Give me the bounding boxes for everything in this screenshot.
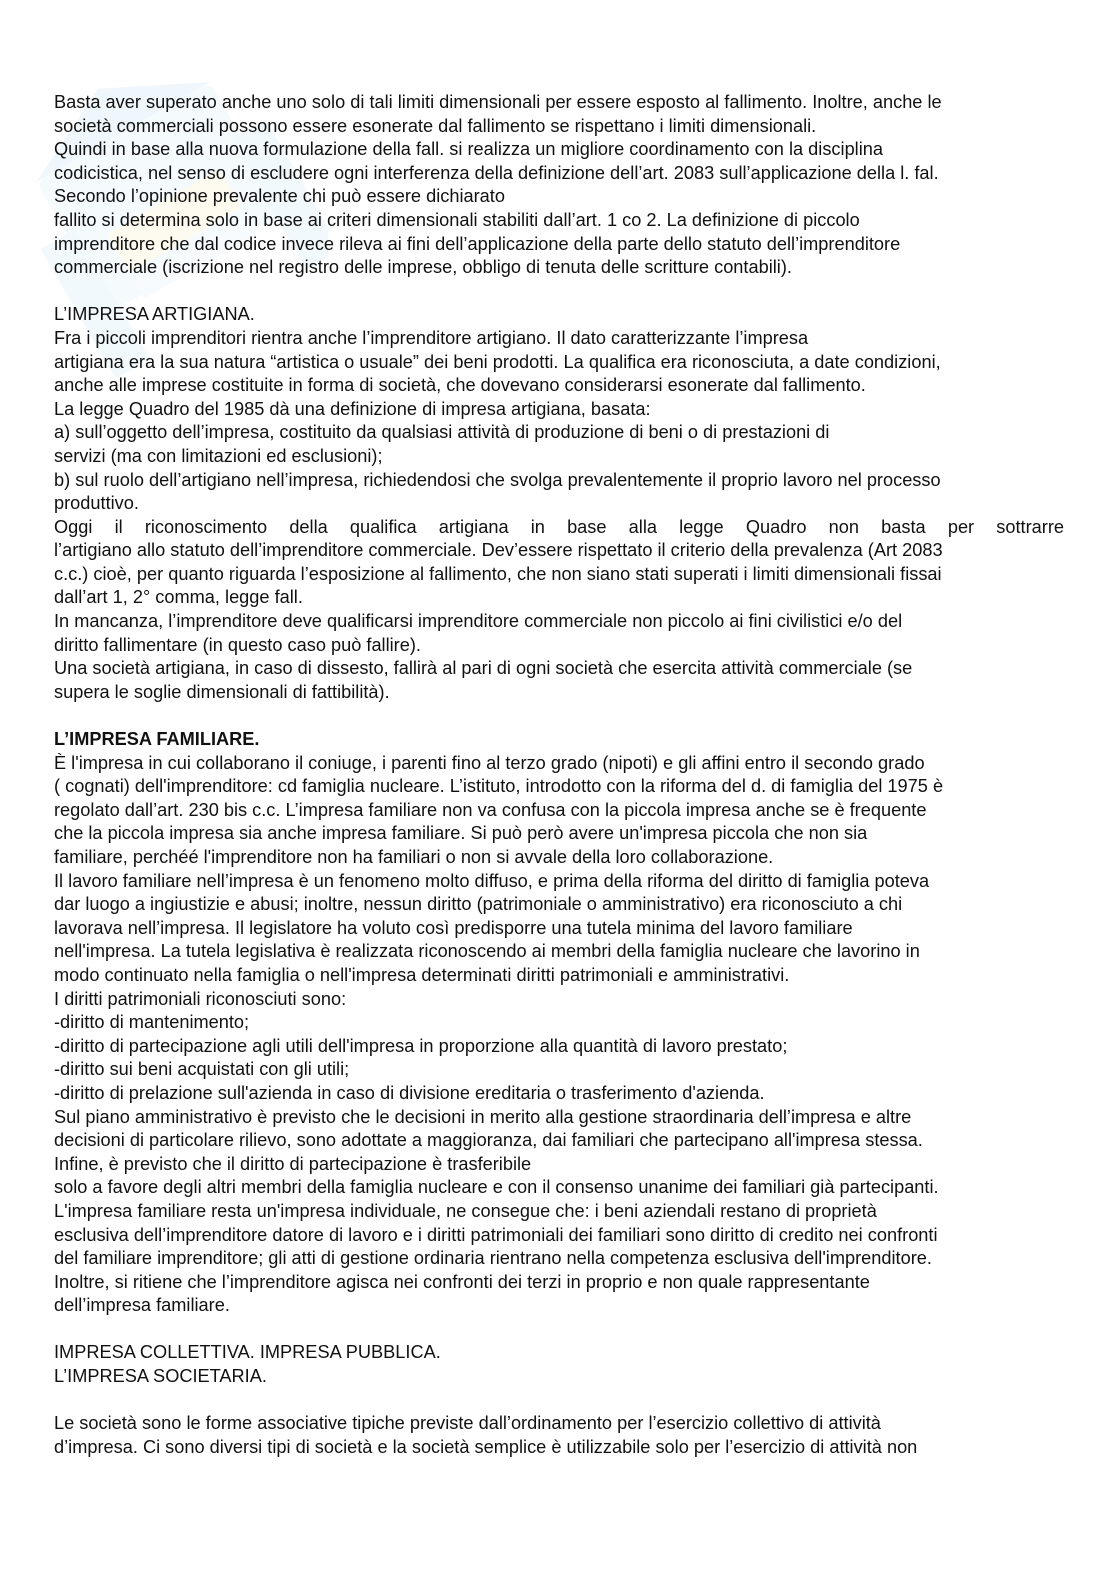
text-line: Il lavoro familiare nell’impresa è un fenomeno molto diffuso, e prima della riforma del diritto di famiglia poteva [54,870,930,891]
text-line: codicistica, nel senso di escludere ogni interferenza della definizione dell’art. 2083 sull’applicazione della l. fal. [54,162,939,183]
text-line: l’artigiano allo statuto dell’imprenditore commerciale. Dev’essere rispettato il criterio della prevalenza (Art 2083 [54,540,943,561]
text-line: L’IMPRESA SOCIETARIA. [54,1366,267,1387]
text-line: Secondo l’opinione prevalente chi può essere dichiarato [54,186,505,207]
text-line: del familiare imprenditore; gli atti di gestione ordinaria rientrano nella competenza esclusiva dell'imprenditore. [54,1248,932,1269]
text-line: supera le soglie dimensionali di fattibilità). [54,681,390,702]
text-line: -diritto sui beni acquistati con gli utili; [54,1059,350,1080]
text-line: lavorava nell’impresa. Il legislatore ha voluto così predisporre una tutela minima del lavoro familiare [54,917,853,938]
text-line: -diritto di partecipazione agli utili dell'impresa in proporzione alla quantità di lavoro prestato; [54,1035,788,1056]
blank-line [54,704,1064,728]
text-line: È l'impresa in cui collaborano il coniuge, i parenti fino al terzo grado (nipoti) e gli affini entro il secondo grado [54,752,925,773]
text-line: -diritto di prelazione sull'azienda in caso di divisione ereditaria o trasferimento d'azienda. [54,1082,765,1103]
text-line: Infine, è previsto che il diritto di partecipazione è trasferibile [54,1153,532,1174]
text-line: Quindi in base alla nuova formulazione della fall. si realizza un migliore coordinamento con la disciplina [54,139,883,160]
text-line: b) sul ruolo dell’artigiano nell’impresa, richiedendosi che svolga prevalentemente il proprio lavoro nel processo [54,469,941,490]
text-line: a) sull’oggetto dell’impresa, costituito da qualsiasi attività di produzione di beni o di prestazioni di [54,422,830,443]
text-line: diritto fallimentare (in questo caso può fallire). [54,634,421,655]
text-line: c.c.) cioè, per quanto riguarda l’esposizione al fallimento, che non siano stati superati i limiti dimensionali fissai [54,563,942,584]
blank-line [54,280,1064,304]
text-line: L'impresa familiare resta un'impresa individuale, ne consegue che: i beni aziendali restano di proprietà [54,1200,877,1221]
text-line: nell'impresa. La tutela legislativa è realizzata riconoscendo ai membri della famiglia nucleare che lavorino in [54,941,920,962]
text-line: ( cognati) dell'imprenditore: cd famiglia nucleare. L’istituto, introdotto con la riforma del d. di famiglia del 1975 è [54,776,944,797]
text-line: d’impresa. Ci sono diversi tipi di società e la società semplice è utilizzabile solo per l’esercizio di attività non [54,1436,918,1457]
document-body [54,91,1064,1459]
text-line: Basta aver superato anche uno solo di tali limiti dimensionali per essere esposto al fallimento. Inoltre, anche le [54,92,942,112]
text-line: Sul piano amministrativo è previsto che le decisioni in merito alla gestione straordinaria dell’impresa e altre [54,1106,912,1127]
text-line: L’IMPRESA ARTIGIANA. [54,304,255,325]
text-line: Inoltre, si ritiene che l’imprenditore agisca nei confronti dei terzi in proprio e non quale rappresentante [54,1271,870,1292]
text-line: familiare, perchéé l'imprenditore non ha familiari o non si avvale della loro collaborazione. [54,847,774,867]
text-line: Una società artigiana, in caso di dissesto, fallirà al pari di ogni società che esercita attività commerciale (se [54,658,913,679]
text-line: che la piccola impresa sia anche impresa familiare. Si può però avere un'impresa piccola che non sia [54,823,868,844]
text-line: imprenditore che dal codice invece rileva ai fini dell’applicazione della parte dello statuto dell’imprenditore [54,233,901,254]
blank-line [54,1389,1064,1413]
text-line: esclusiva dell’imprenditore datore di lavoro e i diritti patrimoniali dei familiari sono diritto di credito nei confronti [54,1224,938,1245]
text-line: artigiana era la sua natura “artistica o usuale” dei beni prodotti. La qualifica era riconosciuta, a date condizioni, [54,351,941,372]
text-line: Oggi il riconoscimento della qualifica artigiana in base alla legge Quadro non basta per sottrarre [54,516,1064,537]
text-line: -diritto di mantenimento; [54,1012,250,1033]
text-line: Le società sono le forme associative tipiche previste dall’ordinamento per l’esercizio collettivo di attività [54,1413,881,1434]
text-line: modo continuato nella famiglia o nell'impresa determinati diritti patrimoniali e amministrativi. [54,964,790,985]
blank-line [54,1318,1064,1342]
text-line: società commerciali possono essere esonerate dal fallimento se rispettano i limiti dimensionali. [54,115,817,136]
text-line: solo a favore degli altri membri della famiglia nucleare e con il consenso unanime dei familiari già partecipanti. [54,1177,939,1198]
text-line: produttivo. [54,493,139,514]
text-line: dall’art 1, 2° comma, legge fall. [54,587,303,608]
text-line: In mancanza, l’imprenditore deve qualificarsi imprenditore commerciale non piccolo ai fini civilistici e/o del [54,611,903,632]
text-line: La legge Quadro del 1985 dà una definizione di impresa artigiana, basata: [54,398,651,419]
text-line: dell’impresa familiare. [54,1295,230,1316]
text-line: IMPRESA COLLETTIVA. IMPRESA PUBBLICA. [54,1342,441,1363]
text-line: I diritti patrimoniali riconosciuti sono: [54,988,347,1009]
text-line: fallito si determina solo in base ai criteri dimensionali stabiliti dall’art. 1 co 2. La definizione di piccolo [54,209,860,230]
text-line: Fra i piccoli imprenditori rientra anche l’imprenditore artigiano. Il dato caratterizzante l’impresa [54,327,809,348]
text-line: dar luogo a ingiustizie e abusi; inoltre, nessun diritto (patrimoniale o amministrativo) era riconosciuto a chi [54,894,903,915]
text-line: decisioni di particolare rilievo, sono adottate a maggioranza, dai familiari che partecipano all'impresa stessa. [54,1130,923,1151]
text-line: anche alle imprese costituite in forma di società, che dovevano considerarsi esonerate dal fallimento. [54,375,866,396]
text-line: servizi (ma con limitazioni ed esclusioni); [54,445,383,466]
text-line: commerciale (iscrizione nel registro delle imprese, obbligo di tenuta delle scritture contabili). [54,257,792,278]
text-line: regolato dall’art. 230 bis c.c. L’impresa familiare non va confusa con la piccola impresa anche se è frequente [54,799,927,820]
section-heading: L’IMPRESA FAMILIARE. [54,729,260,750]
